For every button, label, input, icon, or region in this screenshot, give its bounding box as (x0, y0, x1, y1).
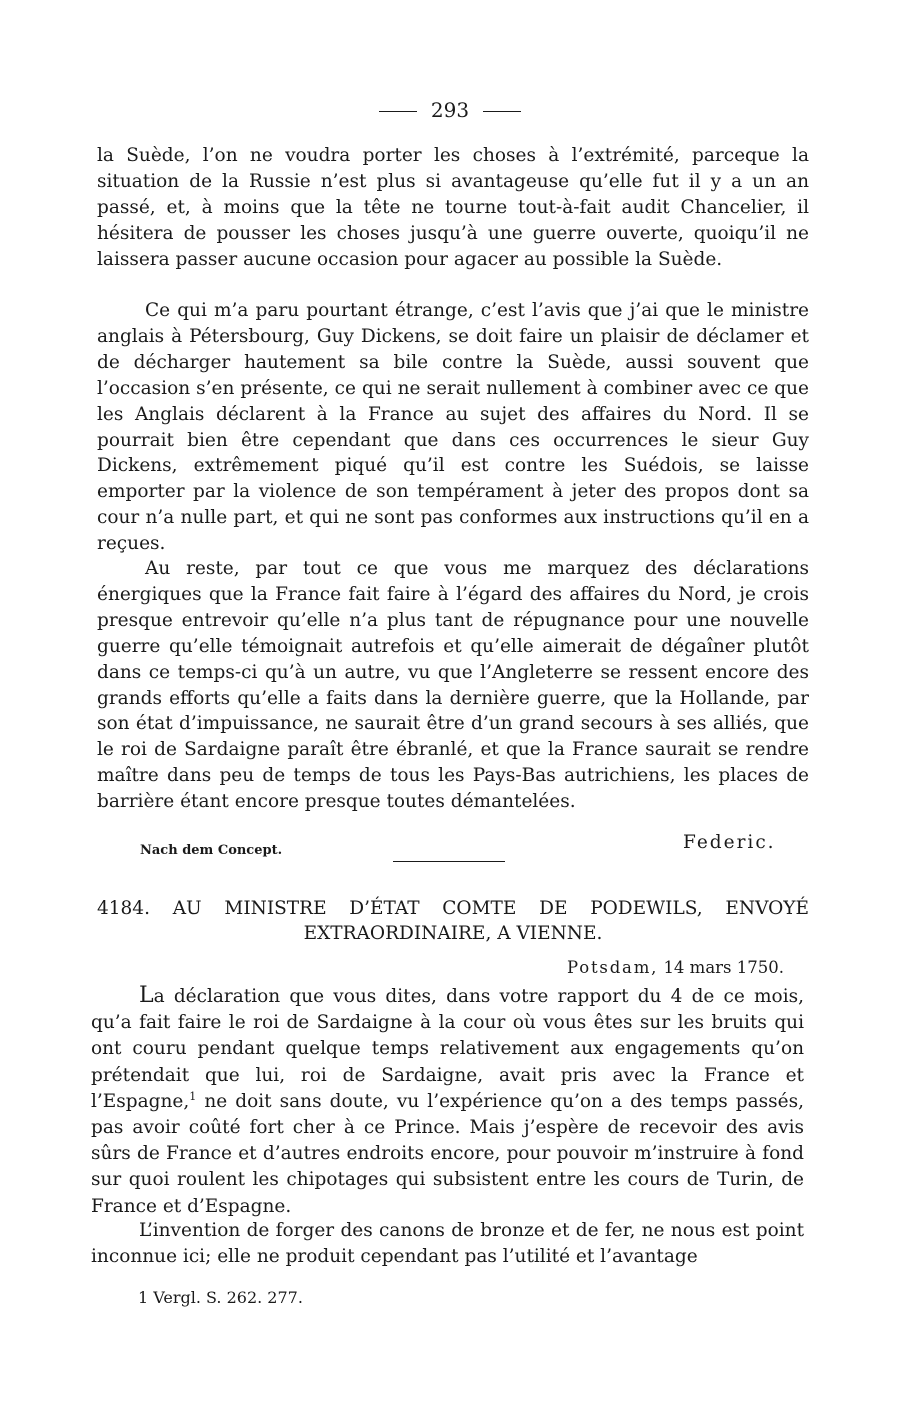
header-dash-right (483, 111, 521, 112)
footnote-reference[interactable]: 1 (189, 1089, 197, 1103)
signature: Federic. (683, 832, 776, 853)
letter-paragraph-1-text-a: a déclaration que vous dites, dans votre rapport du 4 de ce mois, qu’a fait faire le roi de Sardaigne à la cour où vous êtes sur les bruits qui ont couru pendant quelque temps relativement aux engagements qu’on prétendait que lui, roi de Sardaigne, avait pris avec la France et l’Espagne, (91, 986, 804, 1112)
letter-paragraph-1 (91, 983, 804, 1220)
letter-paragraph-1-text-b: ne doit sans doute, vu l’expérience qu’on a des temps passés, pas avoir coûté fort cher à ce Prince. Mais j’espère de recevoir des avis sûrs de France et d’autres endroits encore, pour pouvoir m’instruire à fond sur quoi roulent les chipotages qui subsistent entre les cours de Turin, de France et d’Espagne. (91, 1090, 804, 1217)
letter-heading-line-1: 4184. AU MINISTRE D’ÉTAT COMTE DE PODEWILS, ENVOYÉ (97, 898, 809, 919)
footnote (138, 1287, 303, 1309)
drop-cap: L (139, 983, 154, 1008)
letter-paragraph-2: L’invention de forger des canons de bronze et de fer, ne nous est point inconnue ici; elle ne produit cependant pas l’utilité et l’avantage (91, 1220, 804, 1268)
paragraph-au-reste: Au reste, par tout ce que vous me marquez des déclarations énergiques que la France fait faire à l’égard des affaires du Nord, je crois presque entrevoir qu’elle n’a plus tant de répugnance pour une nouvelle guerre qu’elle témoignait autrefois et qu’elle aimerait de dégaîner plutôt dans ce temps-ci qu’à un autre, vu que l’Angleterre se ressent encore des grands efforts qu’elle a faits dans la dernière guerre, que la Hollande, par son état d’impuissance, ne saurait être d’un grand secours à ses alliés, que le roi de Sardaigne paraît être ébranlé, et que la France saurait se rendre maître dans peu de temps de tous les Pays-Bas autrichiens, les places de barrière étant encore presque toutes démantelées. (97, 558, 809, 813)
source-note: Nach dem Concept. (140, 843, 283, 858)
paragraph-continuation: la Suède, l’on ne voudra porter les choses à l’extrémité, parceque la situation de la Russie n’est plus si avantageuse qu’elle fut il y a un an passé, et, à moins que la tête ne tourne tout-à-fait audit Chancelier, il hésitera de pousser les choses jusqu’à une guerre ouverte, quoiqu’il ne laissera passer aucune occasion pour agacer au possible la Suède. (97, 145, 809, 270)
letter-heading-line-2: EXTRAORDINAIRE, A VIENNE. (303, 923, 603, 944)
header-dash-left (379, 111, 417, 112)
page-number: 293 (430, 98, 470, 122)
footnote-text: Vergl. S. 262. 277. (153, 1288, 303, 1307)
footnote-marker: 1 (138, 1288, 149, 1307)
date-day: 14 mars 1750. (663, 958, 784, 977)
section-separator (393, 861, 505, 862)
page-header (0, 96, 900, 124)
letter-heading (97, 896, 809, 946)
date-place: Potsdam, (567, 958, 659, 977)
dateline (97, 957, 784, 979)
paragraph-guy-dickens: Ce qui m’a paru pourtant étrange, c’est l’avis que j’ai que le ministre anglais à Pétersbourg, Guy Dickens, se doit faire un plaisir de déclamer et de décharger hautement sa bile contre la Suède, aussi souvent que l’occasion s’en présente, ce qui ne serait nullement à combiner avec ce que les Anglais déclarent à la France au sujet des affaires du Nord. Il se pourrait bien être cependant que dans ces occurrences le sieur Guy Dickens, extrêmement piqué qu’il est contre les Suédois, se laisse emporter par la violence de son tempérament à jeter des propos dont sa cour n’a nulle part, et qui ne sont pas conformes aux instructions qu’il en a reçues. (97, 300, 809, 555)
